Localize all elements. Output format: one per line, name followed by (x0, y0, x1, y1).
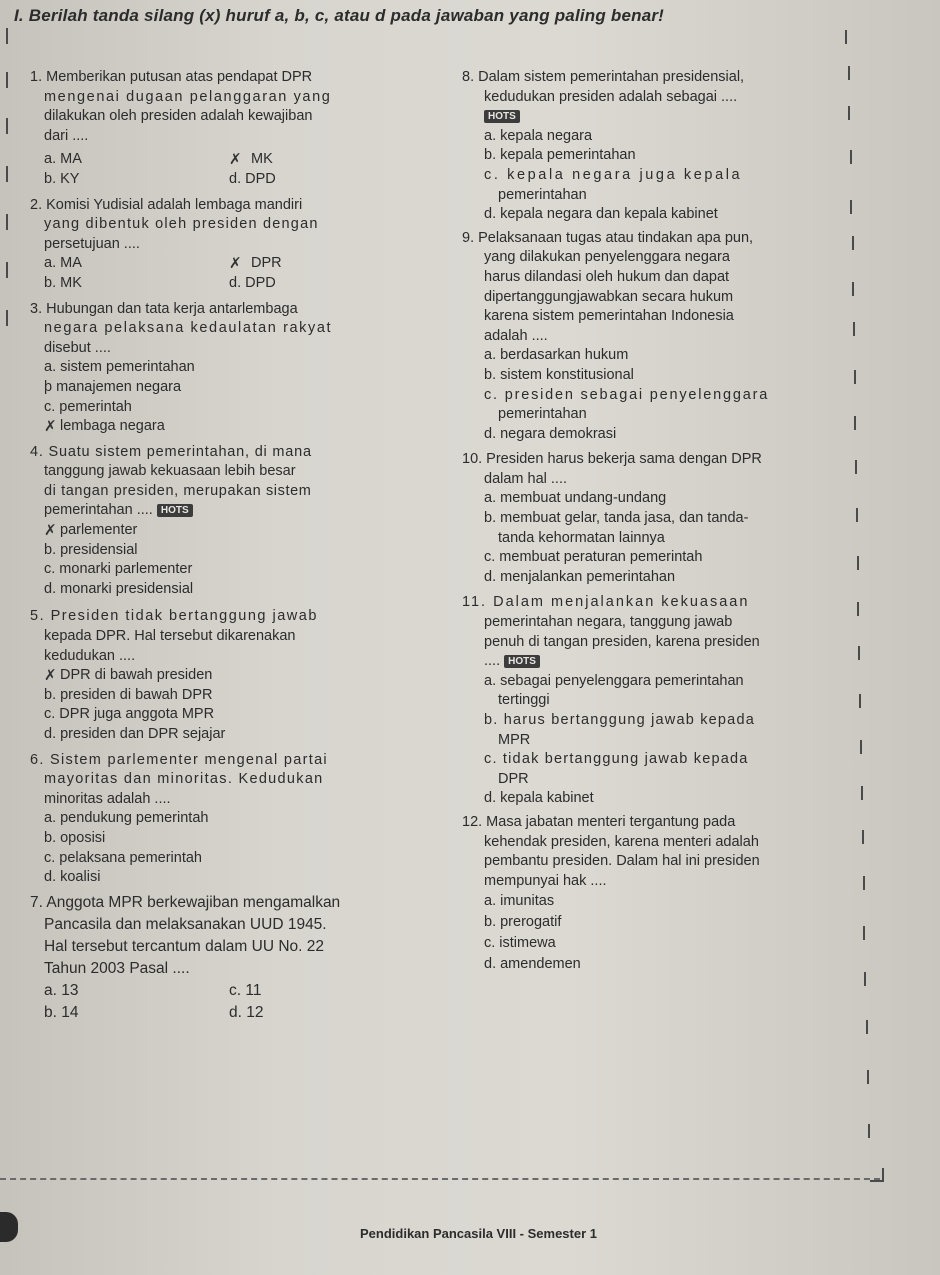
question-line: persetujuan .... (44, 235, 140, 252)
margin-tick (858, 646, 860, 660)
question-line: dipertanggungjawabkan secara hukum (484, 288, 734, 305)
question-line: pembantu presiden. Dalam hal ini presiden (484, 853, 760, 870)
question-line: 11. Dalam menjalankan kekuasaan (462, 594, 750, 611)
option-d[interactable]: d. amendemen (484, 956, 581, 973)
question-line (462, 652, 854, 672)
margin-tick (861, 786, 863, 800)
margin-tick (856, 508, 858, 522)
option-label: lembaga negara (60, 418, 165, 435)
question-12 (462, 813, 854, 975)
option-d[interactable]: d. menjalankan pemerintahan (484, 568, 676, 585)
option-d[interactable]: d. DPD (229, 274, 276, 291)
instruction-heading: I. Berilah tanda silang (x) huruf a, b, c, atau d pada jawaban yang paling benar! (14, 6, 665, 25)
option-c[interactable] (229, 150, 414, 170)
question-line: 6. Sistem parlementer mengenal partai (30, 751, 328, 768)
option-b[interactable]: b. KY (44, 170, 80, 187)
question-line: Pancasila dan melaksanakan UUD 1945. (44, 915, 327, 933)
question-line: kedudukan presiden adalah sebagai .... (484, 88, 738, 105)
option-d[interactable]: d. presiden dan DPR sejajar (44, 726, 226, 742)
option-line: b. harus bertanggung jawab kepada (484, 712, 755, 728)
question-10 (462, 450, 854, 587)
question-6 (30, 751, 430, 888)
margin-tick (868, 1124, 870, 1138)
question-4 (30, 443, 430, 600)
option-d[interactable] (30, 417, 430, 437)
margin-tick (6, 310, 8, 326)
option-b[interactable] (30, 378, 430, 398)
question-line: kehendak presiden, karena menteri adalah (484, 833, 759, 850)
cross-mark-icon: ✗ (229, 151, 242, 169)
option-line: b. membuat gelar, tanda jasa, dan tanda- (484, 510, 749, 527)
option-c[interactable]: c. pelaksana pemerintah (44, 849, 202, 866)
question-line: mayoritas dan minoritas. Kedudukan (44, 771, 324, 788)
margin-tick (852, 282, 854, 296)
question-2 (30, 196, 430, 294)
question-line: 3. Hubungan dan tata kerja antarlembaga (30, 300, 298, 317)
option-label: parlementer (60, 522, 138, 539)
question-line: 8. Dalam sistem pemerintahan presidensial, (462, 69, 745, 85)
question-line: 1. Memberikan putusan atas pendapat DPR (30, 69, 313, 85)
question-3 (30, 300, 430, 437)
option-b[interactable]: b. 14 (44, 1003, 79, 1021)
margin-tick (854, 416, 856, 430)
question-line-text: .... (484, 653, 501, 670)
question-line: 12. Masa jabatan menteri tergantung pada (462, 813, 736, 830)
margin-tick (859, 694, 861, 708)
option-a[interactable]: a. kepala negara (484, 127, 593, 144)
question-line: 7. Anggota MPR berkewajiban mengamalkan (30, 893, 341, 911)
question-7 (30, 892, 430, 1024)
option-line: DPR (498, 770, 529, 787)
option-a[interactable]: a. berdasarkan hukum (484, 347, 629, 364)
option-a[interactable]: a. 13 (44, 981, 79, 999)
margin-tick (863, 876, 865, 890)
margin-tick (6, 72, 8, 88)
option-label: DPR di bawah presiden (60, 667, 213, 684)
question-line: dalam hal .... (484, 470, 568, 487)
option-a[interactable] (462, 672, 854, 711)
footer-title: Pendidikan Pancasila VIII - Semester 1 (360, 1226, 597, 1241)
question-line: tanggung jawab kekuasaan lebih besar (44, 463, 296, 480)
question-line: Hal tersebut tercantum dalam UU No. 22 (44, 937, 324, 955)
margin-tick (860, 740, 862, 754)
question-line: negara pelaksana kedaulatan rakyat (44, 320, 333, 337)
option-label: DPR (251, 255, 282, 272)
cross-mark-icon: ✗ (229, 255, 242, 273)
option-line: c. tidak bertanggung jawab kepada (484, 751, 749, 768)
question-8 (462, 68, 854, 225)
hots-badge: HOTS (504, 655, 540, 668)
option-line: pemerintahan (498, 186, 587, 203)
margin-tick (6, 28, 8, 44)
dashed-divider (0, 1178, 880, 1180)
margin-tick (867, 1070, 869, 1084)
question-line (462, 107, 854, 127)
margin-tick (862, 830, 864, 844)
option-d[interactable]: d. koalisi (44, 869, 101, 886)
option-a[interactable] (30, 521, 430, 541)
option-c[interactable]: c. monarki parlementer (44, 561, 193, 578)
option-c[interactable]: c. istimewa (484, 935, 556, 952)
option-d[interactable]: d. negara demokrasi (484, 425, 617, 442)
option-line: c. presiden sebagai penyelenggara (484, 386, 770, 403)
option-line: MPR (498, 731, 531, 748)
question-line: kedudukan .... (44, 647, 136, 664)
question-line: pemerintahan negara, tanggung jawab (484, 614, 733, 631)
margin-tick (6, 262, 8, 278)
left-column (30, 68, 430, 1027)
option-line: pemerintahan (498, 406, 587, 423)
option-c[interactable]: c. 11 (229, 981, 262, 999)
question-line: karena sistem pemerintahan Indonesia (484, 308, 734, 325)
margin-tick (857, 556, 859, 570)
option-b[interactable]: b. kepala pemerintahan (484, 147, 636, 164)
question-1-text (30, 68, 430, 146)
hots-badge: HOTS (484, 110, 520, 123)
option-b[interactable]: b. prerogatif (484, 914, 562, 931)
question-line: dilakukan oleh presiden adalah kewajiban (44, 108, 313, 125)
question-9 (462, 229, 854, 445)
option-a[interactable]: a. pendukung pemerintah (44, 810, 209, 827)
option-c[interactable] (462, 166, 854, 205)
option-c[interactable] (462, 750, 854, 789)
option-b[interactable]: b. presidensial (44, 541, 138, 558)
page-tab (0, 1212, 18, 1242)
option-c[interactable]: c. pemerintah (44, 398, 132, 415)
question-line: yang dibentuk oleh presiden dengan (44, 216, 319, 233)
question-line: kepada DPR. Hal tersebut dikarenakan (44, 628, 296, 645)
option-line: c. kepala negara juga kepala (484, 166, 743, 183)
margin-tick (6, 214, 8, 230)
option-a[interactable]: a. sistem pemerintahan (44, 359, 195, 376)
margin-tick (6, 166, 8, 182)
option-b[interactable]: b. oposisi (44, 829, 106, 846)
option-b[interactable] (462, 509, 854, 548)
question-line: Tahun 2003 Pasal .... (44, 959, 190, 977)
question-line: yang dilakukan penyelenggara negara (484, 249, 730, 266)
option-b[interactable] (462, 711, 854, 750)
question-1 (30, 68, 430, 190)
question-line: penuh di tangan presiden, karena presiden (484, 633, 760, 650)
option-line: tanda kehormatan lainnya (498, 529, 665, 546)
question-line: 9. Pelaksanaan tugas atau tindakan apa pun, (462, 229, 754, 246)
right-column (462, 68, 854, 978)
option-a[interactable] (30, 666, 430, 686)
margin-tick (848, 106, 850, 120)
question-line: 10. Presiden harus bekerja sama dengan DPR (462, 451, 762, 468)
option-a[interactable]: a. MA (44, 151, 82, 168)
option-b[interactable]: b. MK (44, 274, 82, 291)
margin-tick (854, 370, 856, 384)
option-b[interactable]: b. presiden di bawah DPR (44, 686, 213, 703)
question-line: 5. Presiden tidak bertanggung jawab (30, 608, 318, 625)
option-d[interactable]: d. 12 (229, 1003, 264, 1021)
question-line-text: pemerintahan .... (44, 502, 153, 519)
option-line: a. sebagai penyelenggara pemerintahan (484, 672, 744, 689)
answer-b-mark: þ (44, 378, 57, 395)
option-d[interactable]: d. monarki presidensial (44, 580, 194, 597)
question-line: mengenai dugaan pelanggaran yang (44, 88, 332, 105)
question-line: di tangan presiden, merupakan sistem (44, 482, 312, 499)
option-line: tertinggi (498, 692, 550, 709)
margin-tick (845, 30, 847, 44)
margin-tick (864, 972, 866, 986)
question-11 (462, 593, 854, 809)
question-line: 4. Suatu sistem pemerintahan, di mana (30, 443, 312, 460)
question-line (30, 501, 430, 521)
hots-badge: HOTS (157, 504, 193, 517)
option-b[interactable]: b. sistem konstitusional (484, 366, 634, 383)
cross-mark-icon: ✗ (44, 418, 57, 436)
question-2-options (30, 254, 430, 293)
option-d[interactable]: d. kepala negara dan kepala kabinet (484, 206, 718, 223)
option-c[interactable] (229, 254, 414, 274)
question-line: dari .... (44, 127, 89, 144)
margin-tick (853, 322, 855, 336)
cross-mark-icon: ✗ (44, 522, 57, 540)
margin-tick (855, 460, 857, 474)
margin-tick (850, 150, 852, 164)
question-1-options (30, 150, 430, 189)
margin-tick (6, 118, 8, 134)
option-d[interactable]: d. kepala kabinet (484, 790, 594, 807)
option-c[interactable]: c. DPR juga anggota MPR (44, 706, 215, 723)
question-line: 2. Komisi Yudisial adalah lembaga mandiri (30, 196, 303, 213)
option-c[interactable] (462, 386, 854, 425)
question-line: harus dilandasi oleh hukum dan dapat (484, 268, 730, 285)
question-line: mempunyai hak .... (484, 872, 607, 889)
option-label: MK (251, 151, 273, 168)
margin-tick (857, 602, 859, 616)
option-d[interactable]: d. DPD (229, 170, 276, 187)
margin-tick (850, 200, 852, 214)
question-line: minoritas adalah .... (44, 790, 171, 807)
question-line: adalah .... (484, 327, 548, 344)
option-a[interactable]: a. membuat undang-undang (484, 490, 667, 507)
option-c[interactable]: c. membuat peraturan pemerintah (484, 549, 703, 566)
margin-tick (852, 236, 854, 250)
question-7-options (30, 980, 430, 1024)
margin-tick (863, 926, 865, 940)
margin-tick (866, 1020, 868, 1034)
cross-mark-icon: ✗ (44, 667, 57, 685)
question-line: disebut .... (44, 339, 111, 356)
option-a[interactable]: a. MA (44, 255, 82, 272)
question-5 (30, 607, 430, 744)
option-a[interactable]: a. imunitas (484, 893, 555, 910)
option-label: manajemen negara (56, 378, 182, 395)
margin-tick (848, 66, 850, 80)
